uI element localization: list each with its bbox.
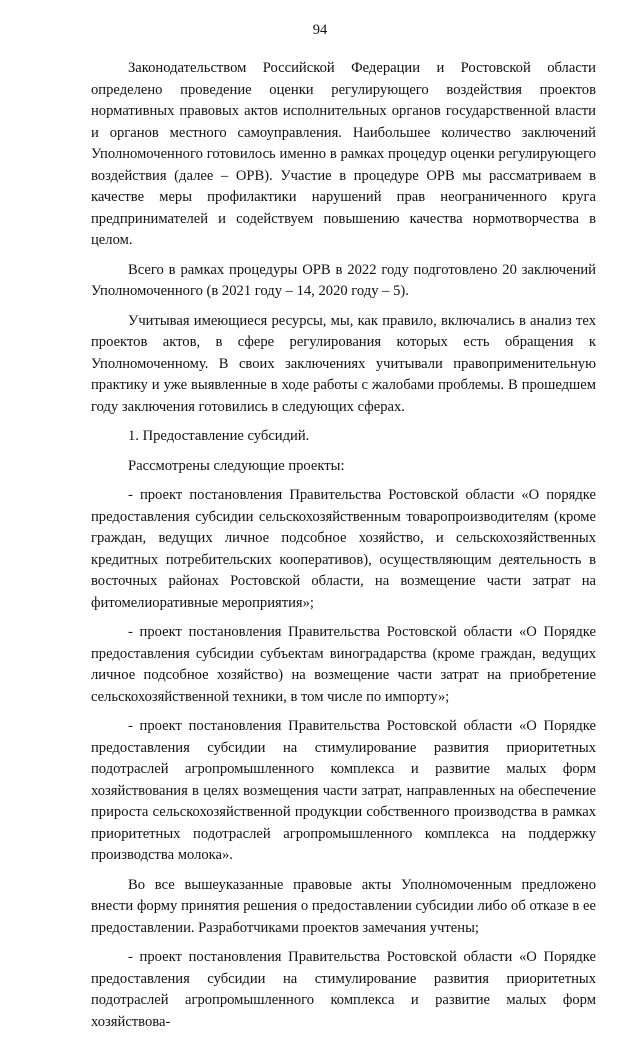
paragraph-orv-count: Всего в рамках процедуры ОРВ в 2022 году подготовлено 20 заключений Уполномоченного (в 2021 году – 14, 2020 году – 5). xyxy=(91,261,596,299)
paragraph-proposal: Во все вышеуказанные правовые акты Уполномоченным предложено внести форму принятия решения о предоставлении субсидии либо об отказе в ее предоставлении. Разработчиками проектов замечания учтены; xyxy=(91,876,596,936)
paragraph-orv-intro: Законодательством Российской Федерации и Ростовской области определено проведение оценки регулирующего воздействия проектов нормативных правовых актов исполнительных органов государственной власти и органов местного самоуправления. Наибольшее количество заключений Уполномоченного готовилось именно в рамках процедур оценки регулирующего воздействия (далее – ОРВ). Участие в процедуре ОРВ мы рассматриваем в качестве меры профилактики нарушений прав неограниченного круга предпринимателей и содействуем повышению качества нормотворчества в целом. xyxy=(91,60,596,248)
page-number: 94 xyxy=(312,22,328,38)
list-item-project: - проект постановления Правительства Ростовской области «О Порядке предоставления субсидии субъектам виноградарства (кроме граждан, ведущих личное подсобное хозяйство) на возмещение части затрат на приобретение сельскохозяйственной техники, в том числе по импорту»; xyxy=(91,624,596,705)
list-item-project: - проект постановления Правительства Ростовской области «О порядке предоставления субсидии сельскохозяйственным товаропроизводителям (кроме граждан, ведущих личное подсобное хозяйство, и сельскохозяйственных кредитных потребительских кооперативов), осуществляющим деятельность в восточных районах Ростовской области, на возмещение части затрат на фитомелиоративные мероприятия»; xyxy=(91,487,596,611)
body-text xyxy=(91,58,596,1041)
list-item-project: - проект постановления Правительства Ростовской области «О Порядке предоставления субсидии на стимулирование развития приоритетных подотраслей агропромышленного комплекса и развитие малых форм хозяйствования в целях возмещения части затрат, направленных на обеспечение прироста сельскохозяйственной продукции собственного производства в рамках приоритетных подотраслей агропромышленного комплекса на поддержку производства молока». xyxy=(91,718,596,863)
list-item-project: - проект постановления Правительства Ростовской области «О Порядке предоставления субсидии на стимулирование развития приоритетных подотраслей агропромышленного комплекса и развитие малых форм хозяйствова- xyxy=(91,949,596,1030)
paragraph-resources: Учитывая имеющиеся ресурсы, мы, как правило, включались в анализ тех проектов актов, в сфере регулирования которых есть обращения к Уполномоченному. В своих заключениях учитывали правоприменительную практику и уже выявленные в ходе работы с жалобами проблемы. В прошедшем году заключения готовились в следующих сферах. xyxy=(91,312,596,415)
paragraph-projects-intro: Рассмотрены следующие проекты: xyxy=(128,457,345,474)
section-heading-subsidies: 1. Предоставление субсидий. xyxy=(128,428,310,444)
